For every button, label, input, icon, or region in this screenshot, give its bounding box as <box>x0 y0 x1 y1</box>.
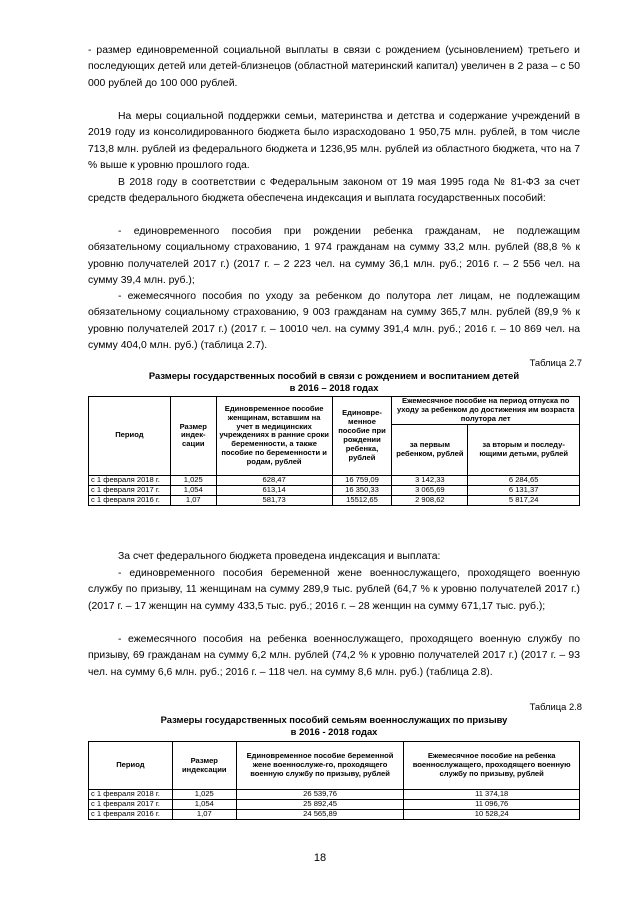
table-row <box>89 495 580 505</box>
cell-lump-birth: 15512,65 <box>332 495 392 505</box>
page-number: 18 <box>313 852 327 864</box>
cell-monthly: 11 096,76 <box>404 800 580 810</box>
cell-lump: 25 892,45 <box>236 800 404 810</box>
cell-second: 6 131,37 <box>468 485 580 495</box>
table-2-8-label: Таблица 2.8 <box>529 701 582 712</box>
table-2-7-title-line1: Размеры государственных пособий в связи с рождением и воспитанием детей <box>148 370 520 381</box>
cell-second: 5 817,24 <box>468 495 580 505</box>
cell-first: 2 908,62 <box>392 495 468 505</box>
header-index: Размер индек-сации <box>170 397 216 476</box>
paragraph-law: В 2018 году в соответствии с Федеральным законом от 19 мая 1995 года № 81-ФЗ за счет средств федерального бюджета обеспечена индексация и выплата государственных пособий: <box>88 177 580 205</box>
header-second-child: за вторым и последу-ющими детьми, рублей <box>468 424 580 475</box>
table-2-7 <box>88 396 580 506</box>
paragraph-care-benefit: - ежемесячного пособия по уходу за ребенком до полутора лет лицам, не подлежащим обязательному социальному страхованию, 9 003 гражданам на сумму 365,7 млн. рублей (89,9 % к уровню получателей 2017 г.) (2017 г. – 10010 чел. на сумму 391,4 млн. руб.; 2016 г. – 10 869 чел. на сумму 404,0 млн. руб.) (таблица 2.7). <box>88 291 580 352</box>
cell-second: 6 284,65 <box>468 475 580 485</box>
header-lump-women: Единовременное пособие женщинам, вставшим на учет в медицинских учреждениях в ранние сроки беременности, а также пособие по беременности и родам, рублей <box>216 397 332 476</box>
header-lump-birth: Единовре-менное пособие при рождении ребенка, рублей <box>332 397 392 476</box>
table-2-7-title-line2: в 2016 – 2018 годах <box>289 381 379 393</box>
cell-lump-women: 581,73 <box>216 495 332 505</box>
table-2-8 <box>88 741 580 820</box>
cell-index: 1,054 <box>172 800 236 810</box>
cell-index: 1,07 <box>172 810 236 820</box>
cell-monthly: 11 374,18 <box>404 790 580 800</box>
cell-lump-women: 613,14 <box>216 485 332 495</box>
cell-monthly: 10 528,24 <box>404 810 580 820</box>
cell-first: 3 065,69 <box>392 485 468 495</box>
table-row <box>89 485 580 495</box>
header-monthly: Ежемесячное пособие на ребенка военнослужащего, проходящего военную службу по призыву, рублей <box>404 742 580 790</box>
cell-lump-birth: 16 350,33 <box>332 485 392 495</box>
paragraph-federal: За счет федерального бюджета проведена индексация и выплата: <box>118 551 441 562</box>
header-first-child: за первым ребенком, рублей <box>392 424 468 475</box>
paragraph-spending: На меры социальной поддержки семьи, материнства и детства и содержание учреждений в 2019 году из консолидированного бюджета было израсходовано 1 950,75 млн. рублей, в том числе 713,8 млн. рублей из федерального бюджета и 1236,95 млн. рублей из областного бюджета, что на 7 % выше к уровню прошлого года. <box>88 111 580 172</box>
header-lump: Единовременное пособие беременной жене военнослуже-го, проходящего военную службу по призыву, рублей <box>236 742 404 790</box>
cell-lump: 26 539,76 <box>236 790 404 800</box>
header-period: Период <box>89 397 171 476</box>
cell-index: 1,054 <box>170 485 216 495</box>
cell-period: с 1 февраля 2016 г. <box>89 810 173 820</box>
cell-period: с 1 февраля 2018 г. <box>89 475 171 485</box>
cell-index: 1,025 <box>172 790 236 800</box>
table-2-7-title <box>88 370 580 393</box>
cell-lump-birth: 16 759,09 <box>332 475 392 485</box>
paragraph-pregnant-wife: - единовременного пособия беременной жене военнослужащего, проходящего военную службу по призыву, 11 женщинам на сумму 289,9 тыс. рублей (64,7 % к уровню получателей 2017 г.) (2017 г. – 17 женщин на сумму 433,5 тыс. руб.; 2016 г. – 28 женщин на сумму 671,17 тыс. руб.); <box>88 568 580 612</box>
table-2-8-title <box>88 714 580 737</box>
header-monthly: Ежемесячное пособие на период отпуска по уходу за ребенком до достижения им возраста полутора лет <box>392 397 580 425</box>
table-row <box>89 800 580 810</box>
paragraph-military-child: - ежемесячного пособия на ребенка военнослужащего, проходящего военную службу по призыву, 69 гражданам на сумму 6,2 млн. рублей (74,2 % к уровню получателей 2017 г.) (2017 г. – 93 чел. на сумму 6,6 млн. руб.; 2016 г. – 118 чел. на сумму 8,6 млн. руб.) (таблица 2.8). <box>88 634 580 678</box>
cell-lump-women: 628,47 <box>216 475 332 485</box>
cell-period: с 1 февраля 2018 г. <box>89 790 173 800</box>
cell-period: с 1 февраля 2017 г. <box>89 485 171 495</box>
cell-index: 1,07 <box>170 495 216 505</box>
cell-index: 1,025 <box>170 475 216 485</box>
table-row <box>89 790 580 800</box>
table-row <box>89 810 580 820</box>
table-2-8-title-line2: в 2016 - 2018 годах <box>290 725 378 737</box>
header-period: Период <box>89 742 173 790</box>
table-row <box>89 475 580 485</box>
cell-period: с 1 февраля 2016 г. <box>89 495 171 505</box>
cell-first: 3 142,33 <box>392 475 468 485</box>
header-index: Размер индексации <box>172 742 236 790</box>
cell-period: с 1 февраля 2017 г. <box>89 800 173 810</box>
table-2-8-title-line1: Размеры государственных пособий семьям военнослужащих по призыву <box>160 714 508 725</box>
paragraph-birth-benefit: - единовременного пособия при рождении ребенка гражданам, не подлежащим обязательному социальному страхованию, 1 974 гражданам на сумму 33,2 млн. рублей (88,8 % к уровню получателей 2017 г.) (2017 г. – 2 223 чел. на сумму 36,1 млн. руб.; 2016 г. – 2 556 чел. на сумму 39,4 млн. руб.); <box>88 226 580 287</box>
table-2-7-label: Таблица 2.7 <box>529 357 582 368</box>
paragraph-capital: - размер единовременной социальной выплаты в связи с рождением (усыновлением) третьего и последующих детей или детей-близнецов (областной материнский капитал) увеличен в 2 раза – с 50 000 рублей до 100 000 рублей. <box>88 45 580 89</box>
cell-lump: 24 565,89 <box>236 810 404 820</box>
